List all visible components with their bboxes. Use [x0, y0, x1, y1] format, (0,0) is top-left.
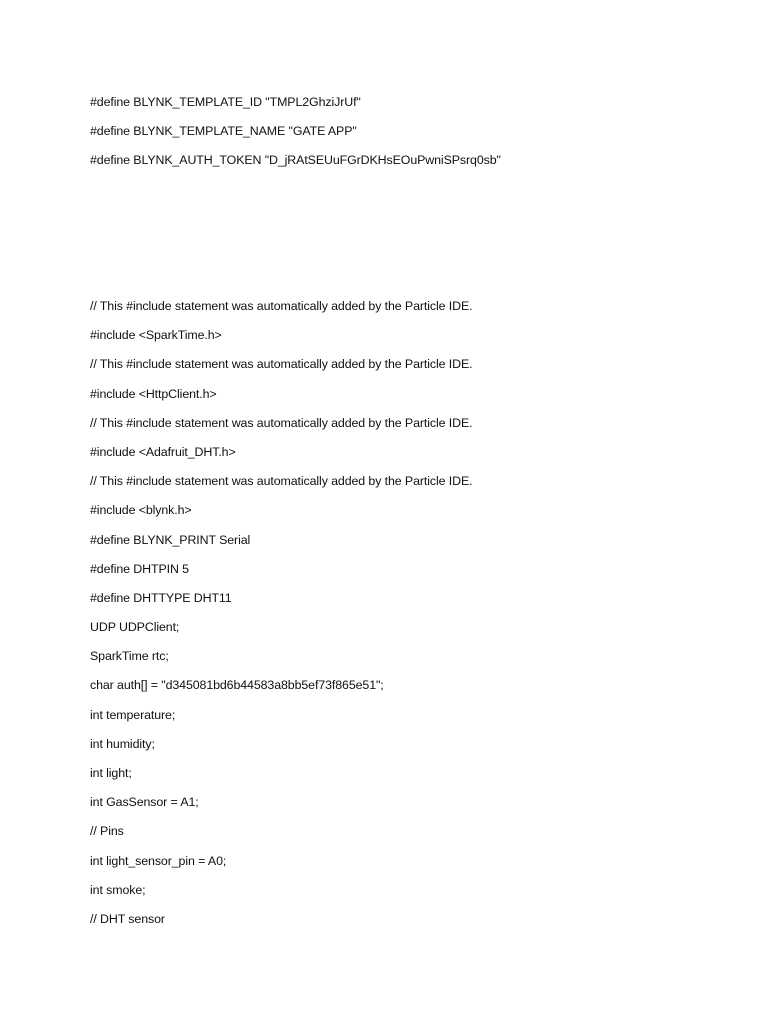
code-line-gas-sensor: int GasSensor = A1;: [90, 795, 199, 810]
define-template-name-line: #define BLYNK_TEMPLATE_NAME "GATE APP": [90, 124, 357, 139]
code-line-dht-sensor-comment: // DHT sensor: [90, 911, 165, 926]
code-line-humidity: int humidity;: [90, 736, 155, 751]
code-line-define-blynk-print: #define BLYNK_PRINT Serial: [90, 532, 251, 547]
code-line-include-httpclient: #include <HttpClient.h>: [90, 386, 217, 401]
code-line-temperature: int temperature;: [90, 707, 176, 722]
blynk-defines-block: [90, 93, 501, 181]
code-line-comment: // This #include statement was automatically added by the Particle IDE.: [90, 415, 473, 430]
code-line-define-dhtpin: #define DHTPIN 5: [90, 561, 189, 576]
source-code-block: [90, 297, 473, 939]
define-auth-token-line: #define BLYNK_AUTH_TOKEN "D_jRAtSEUuFGrDKHsEOuPwniSPsrq0sb": [90, 153, 501, 168]
code-line-include-blynk: #include <blynk.h>: [90, 503, 192, 518]
code-line-define-dhttype: #define DHTTYPE DHT11: [90, 590, 232, 605]
code-line-auth: char auth[] = "d345081bd6b44583a8bb5ef73f865e51";: [90, 678, 384, 693]
code-line-include-sparktime: #include <SparkTime.h>: [90, 328, 222, 343]
code-line-comment: // This #include statement was automatically added by the Particle IDE.: [90, 299, 473, 313]
define-template-id-line: #define BLYNK_TEMPLATE_ID "TMPL2GhziJrUf": [90, 95, 361, 109]
code-line-include-dht: #include <Adafruit_DHT.h>: [90, 444, 236, 459]
code-line-udp-client: UDP UDPClient;: [90, 620, 180, 635]
code-line-smoke: int smoke;: [90, 882, 146, 897]
code-line-comment: // This #include statement was automatically added by the Particle IDE.: [90, 474, 473, 489]
code-line-sparktime-rtc: SparkTime rtc;: [90, 649, 169, 664]
code-line-light: int light;: [90, 766, 132, 780]
code-line-light-sensor-pin: int light_sensor_pin = A0;: [90, 853, 227, 868]
code-line-pins-comment: // Pins: [90, 824, 124, 839]
code-line-comment: // This #include statement was automatically added by the Particle IDE.: [90, 357, 473, 372]
